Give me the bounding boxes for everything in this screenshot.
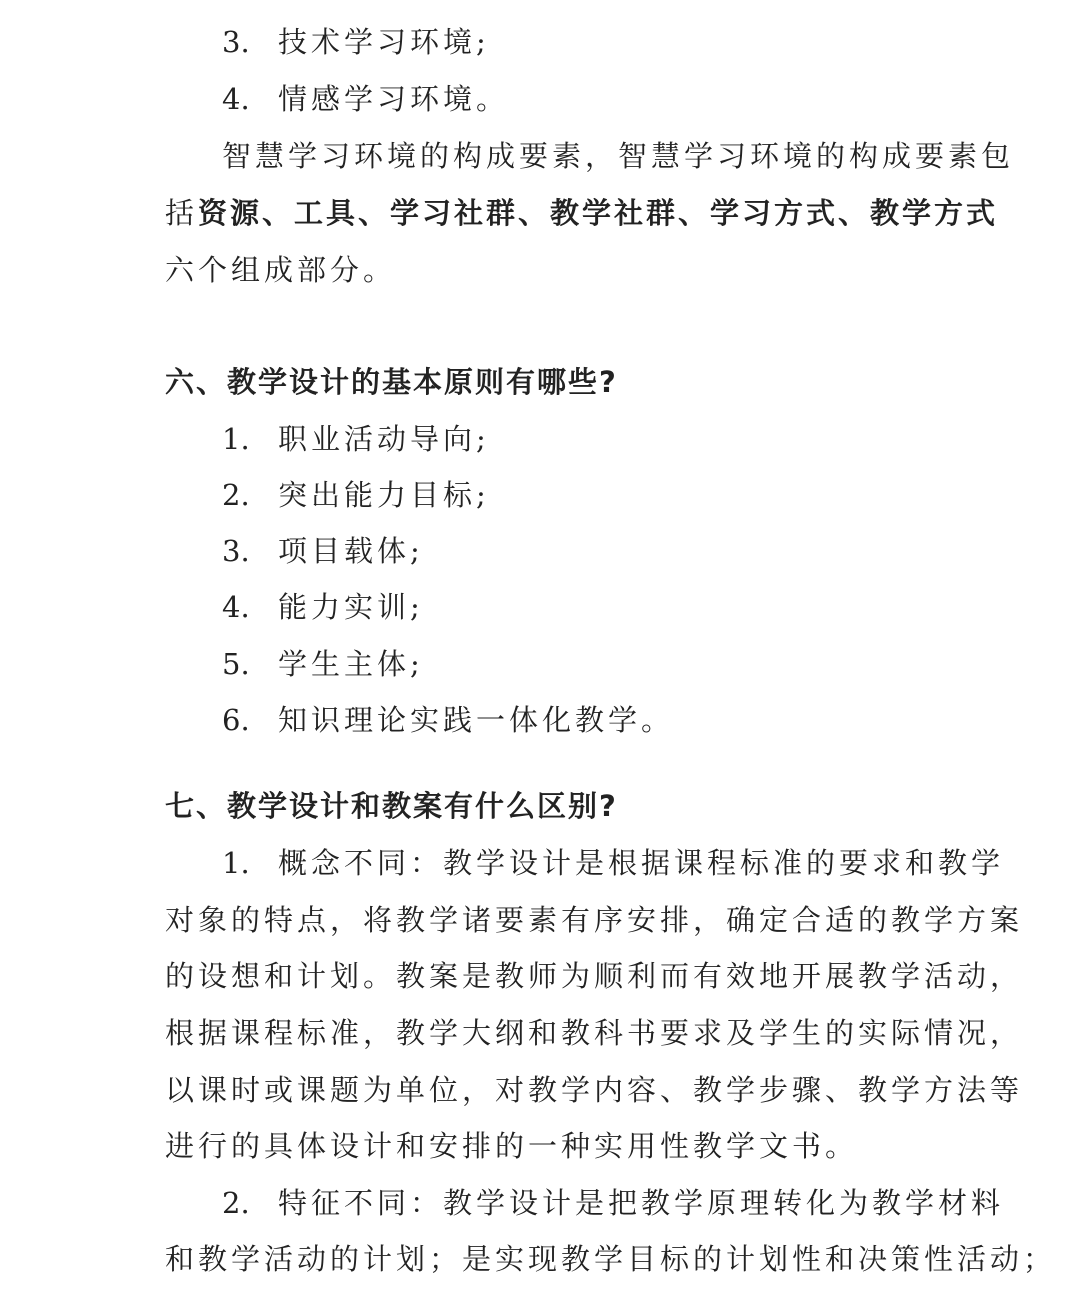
list-item xyxy=(222,475,982,515)
item-text: 情感学习环境。 xyxy=(278,82,510,116)
list-item xyxy=(222,700,982,740)
list-item xyxy=(222,531,982,571)
item-text: 技术学习环境; xyxy=(278,25,490,59)
item-number: 3. xyxy=(222,534,250,568)
item-text: 职业活动导向; xyxy=(278,422,490,456)
item-number: 3. xyxy=(222,25,250,59)
item-text: 突出能力目标; xyxy=(278,478,490,512)
list-item xyxy=(222,22,982,62)
paragraph-line xyxy=(165,193,999,233)
paragraph-line: 和教学活动的计划；是实现教学目标的计划性和决策性活动； xyxy=(165,1242,1057,1276)
paragraph-text: 括 xyxy=(165,196,199,230)
paragraph-line: 六个组成部分。 xyxy=(165,253,397,287)
paragraph-line: 根据课程标准，教学大纲和教科书要求及学生的实际情况， xyxy=(165,1016,1024,1050)
item-number: 2. xyxy=(222,478,250,512)
item-number: 2. xyxy=(222,1186,250,1220)
item-number: 5. xyxy=(222,647,250,681)
bold-elements-text: 资源、工具、学习社群、教学社群、学习方式、教学方式 xyxy=(198,196,999,230)
list-item xyxy=(222,644,982,684)
item-text: 知识理论实践一体化教学。 xyxy=(278,703,675,737)
paragraph-line: 以课时或课题为单位，对教学内容、教学步骤、教学方法等 xyxy=(165,1073,1024,1107)
paragraph-line: 进行的具体设计和安排的一种实用性教学文书。 xyxy=(165,1129,859,1163)
paragraph-text: 特征不同：教学设计是把教学原理转化为教学材料 xyxy=(278,1186,1005,1220)
item-text: 项目载体; xyxy=(278,534,424,568)
list-item xyxy=(222,419,982,459)
item-number: 1. xyxy=(222,422,250,456)
list-item xyxy=(222,587,982,627)
paragraph-line xyxy=(222,843,1005,883)
item-text: 学生主体; xyxy=(278,647,424,681)
paragraph-line xyxy=(222,1183,1005,1223)
list-item xyxy=(222,79,982,119)
item-number: 6. xyxy=(222,703,250,737)
item-text: 能力实训; xyxy=(278,590,424,624)
item-number: 1. xyxy=(222,846,250,880)
paragraph-line: 智慧学习环境的构成要素，智慧学习环境的构成要素包 xyxy=(222,139,1015,173)
section-heading: 七、教学设计和教案有什么区别? xyxy=(165,789,618,823)
item-number: 4. xyxy=(222,590,250,624)
paragraph-line: 的设想和计划。教案是教师为顺利而有效地开展教学活动， xyxy=(165,959,1024,993)
item-number: 4. xyxy=(222,82,250,116)
paragraph-line: 对象的特点，将教学诸要素有序安排，确定合适的教学方案 xyxy=(165,903,1024,937)
paragraph-text: 概念不同：教学设计是根据课程标准的要求和教学 xyxy=(278,846,1005,880)
section-heading: 六、教学设计的基本原则有哪些? xyxy=(165,365,618,399)
